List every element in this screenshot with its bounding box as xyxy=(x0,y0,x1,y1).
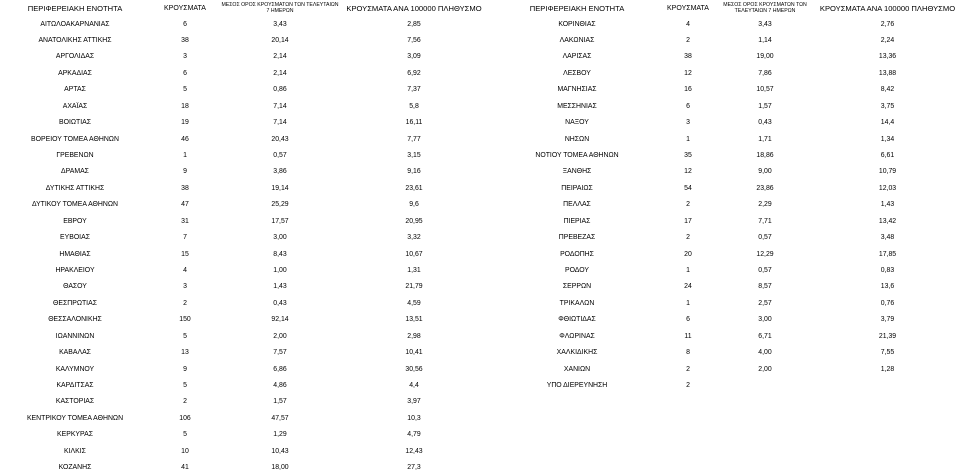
cell-cases: 9 xyxy=(183,168,187,176)
cell-per100k: 3,32 xyxy=(407,234,421,242)
cell-cases: 5 xyxy=(183,431,187,439)
cell-cases: 15 xyxy=(181,250,189,258)
cell-per100k: 2,85 xyxy=(407,20,421,28)
cell-avg7: 17,57 xyxy=(271,217,289,225)
table-row xyxy=(0,33,959,49)
cell-region: ΚΕΡΚΥΡΑΣ xyxy=(57,431,93,439)
cell-avg7: 2,14 xyxy=(273,53,287,61)
cell-region: ΚΕΝΤΡΙΚΟΥ ΤΟΜΕΑ ΑΘΗΝΩΝ xyxy=(26,414,124,422)
table-row xyxy=(0,82,959,98)
table-row xyxy=(0,49,959,65)
cell-region: ΠΕΛΛΑΣ xyxy=(563,201,591,209)
table-row xyxy=(0,66,959,82)
table-row xyxy=(0,17,959,33)
cell-region: ΔΡΑΜΑΣ xyxy=(61,168,89,176)
cell-cases: 5 xyxy=(183,382,187,389)
cell-region: ΠΙΕΡΙΑΣ xyxy=(563,217,591,225)
cell-avg7: 0,57 xyxy=(273,151,287,159)
cell-per100k: 13,6 xyxy=(880,283,895,291)
cell-region: ΕΥΒΟΙΑΣ xyxy=(60,234,90,242)
cell-avg7: 6,71 xyxy=(758,332,772,340)
header-avg7: ΜΕΣΟΣ ΟΡΟΣ ΚΡΟΥΣΜΑΤΩΝ ΤΩΝ ΤΕΛΕΥΤΑΙΩΝ 7 ΗΜΕΡΩΝ xyxy=(221,1,339,14)
cell-region: ΚΟΡΙΝΘΙΑΣ xyxy=(558,20,596,28)
cell-per100k: 9,16 xyxy=(407,168,421,176)
cell-region: ΚΑΛΥΜΝΟΥ xyxy=(55,365,95,373)
cell-per100k: 6,61 xyxy=(880,151,895,159)
table-row xyxy=(0,394,959,410)
table-row xyxy=(0,132,959,148)
table-row xyxy=(0,263,959,279)
cell-region: ΑΡΓΟΛΙΔΑΣ xyxy=(55,53,95,61)
cell-region: ΑΡΚΑΔΙΑΣ xyxy=(58,69,92,77)
cell-cases: 41 xyxy=(181,464,189,472)
cell-per100k: 1,34 xyxy=(880,135,895,143)
cell-avg7: 20,43 xyxy=(271,135,289,143)
cell-cases: 20 xyxy=(684,250,692,258)
cell-avg7: 2,00 xyxy=(273,332,287,340)
cell-avg7: 1,71 xyxy=(758,135,772,143)
header-avg7: ΜΕΣΟΣ ΟΡΟΣ ΚΡΟΥΣΜΑΤΩΝ ΤΩΝ ΤΕΛΕΥΤΑΙΩΝ 7 ΗΜΕΡΩΝ xyxy=(723,1,807,14)
cell-cases: 16 xyxy=(684,86,692,94)
cell-cases: 12 xyxy=(684,168,692,176)
cell-cases: 5 xyxy=(183,332,187,340)
cell-cases: 6 xyxy=(686,316,690,324)
cell-avg7: 12,29 xyxy=(756,250,774,258)
cell-cases: 3 xyxy=(183,283,187,291)
cell-per100k: 6,92 xyxy=(407,69,421,77)
cell-per100k: 3,79 xyxy=(880,316,895,324)
cell-avg7: 1,14 xyxy=(758,36,772,44)
table-row xyxy=(0,312,959,328)
cell-cases: 54 xyxy=(684,184,692,192)
cell-per100k: 7,56 xyxy=(407,36,421,44)
cell-region: ΚΑΣΤΟΡΙΑΣ xyxy=(55,398,95,406)
cell-per100k: 12,03 xyxy=(878,184,897,192)
cell-cases: 18 xyxy=(181,102,189,110)
cell-avg7: 3,86 xyxy=(273,168,287,176)
cell-region: ΡΟΔΟΥ xyxy=(564,266,589,274)
cell-per100k: 7,37 xyxy=(407,86,421,94)
cell-region: ΦΛΩΡΙΝΑΣ xyxy=(559,332,595,340)
cell-cases: 31 xyxy=(181,217,189,225)
cell-per100k: 13,36 xyxy=(878,53,897,61)
cell-region: ΥΠΟ ΔΙΕΡΕΥΝΗΣΗ xyxy=(546,382,608,389)
cell-region: ΑΝΑΤΟΛΙΚΗΣ ΑΤΤΙΚΗΣ xyxy=(38,36,112,44)
cell-avg7: 1,57 xyxy=(758,102,772,110)
cell-avg7: 19,14 xyxy=(271,184,289,192)
cell-cases: 35 xyxy=(684,151,692,159)
cell-cases: 47 xyxy=(181,201,189,209)
cell-cases: 12 xyxy=(684,69,692,77)
table-row xyxy=(0,247,959,263)
cell-cases: 13 xyxy=(181,349,189,357)
header-per100k: ΚΡΟΥΣΜΑΤΑ ΑΝΑ 100000 ΠΛΗΘΥΣΜΟ xyxy=(819,4,956,13)
cell-region: ΠΕΙΡΑΙΩΣ xyxy=(561,184,593,192)
cell-region: ΦΘΙΩΤΙΔΑΣ xyxy=(558,316,596,324)
table-row xyxy=(0,99,959,115)
cell-avg7: 2,29 xyxy=(758,201,772,209)
table-row xyxy=(0,279,959,295)
cell-avg7: 3,43 xyxy=(273,20,287,28)
cell-region: ΘΕΣΠΡΩΤΙΑΣ xyxy=(53,299,97,307)
cell-cases: 3 xyxy=(183,53,187,61)
cell-per100k: 30,56 xyxy=(405,365,423,373)
cell-avg7: 1,57 xyxy=(273,398,287,406)
cell-cases: 4 xyxy=(686,20,690,28)
cell-cases: 2 xyxy=(686,382,690,389)
cell-region: ΛΕΣΒΟΥ xyxy=(563,69,591,77)
cell-region: ΔΥΤΙΚΗΣ ΑΤΤΙΚΗΣ xyxy=(45,184,105,192)
cell-avg7: 2,00 xyxy=(758,365,772,373)
cell-per100k: 10,67 xyxy=(405,250,423,258)
cell-avg7: 3,00 xyxy=(758,316,772,324)
table-row xyxy=(0,197,959,213)
cell-avg7: 0,57 xyxy=(758,234,772,242)
cell-per100k: 1,28 xyxy=(880,365,895,373)
cell-per100k: 14,4 xyxy=(880,119,895,127)
cell-cases: 9 xyxy=(183,365,187,373)
cell-region: ΕΒΡΟΥ xyxy=(63,217,87,225)
table-row xyxy=(0,345,959,361)
cell-region: ΜΕΣΣΗΝΙΑΣ xyxy=(557,102,597,110)
table-row xyxy=(0,164,959,180)
cell-avg7: 2,57 xyxy=(758,299,772,307)
table-row xyxy=(0,214,959,230)
cell-per100k: 13,88 xyxy=(878,69,897,77)
cell-per100k: 5,8 xyxy=(409,102,419,110)
cell-avg7: 7,14 xyxy=(273,119,287,127)
cell-avg7: 7,71 xyxy=(758,217,772,225)
cell-avg7: 4,00 xyxy=(758,349,772,357)
cell-avg7 xyxy=(714,378,816,394)
cell-per100k: 17,85 xyxy=(878,250,897,258)
cell-per100k: 10,41 xyxy=(405,349,423,357)
cell-cases: 6 xyxy=(686,102,690,110)
table-row xyxy=(0,460,959,476)
cell-avg7: 18,86 xyxy=(756,151,774,159)
cell-region: ΣΕΡΡΩΝ xyxy=(562,283,592,291)
cell-per100k: 2,24 xyxy=(880,36,895,44)
cell-avg7: 20,14 xyxy=(271,36,289,44)
cell-cases: 38 xyxy=(684,53,692,61)
header-per100k: ΚΡΟΥΣΜΑΤΑ ΑΝΑ 100000 ΠΛΗΘΥΣΜΟ xyxy=(346,4,482,13)
cell-avg7: 0,43 xyxy=(758,119,772,127)
cell-region: ΝΗΣΩΝ xyxy=(564,135,590,143)
cell-per100k: 7,77 xyxy=(407,135,421,143)
cell-region: ΗΜΑΘΙΑΣ xyxy=(59,250,91,258)
cell-cases: 5 xyxy=(183,86,187,94)
table-row xyxy=(0,115,959,131)
cell-per100k: 2,98 xyxy=(407,332,421,340)
cell-region: ΡΟΔΟΠΗΣ xyxy=(560,250,594,258)
cell-region: ΑΙΤΩΛΟΑΚΑΡΝΑΝΙΑΣ xyxy=(40,20,110,28)
cell-region: ΞΑΝΘΗΣ xyxy=(562,168,592,176)
cell-avg7: 92,14 xyxy=(271,316,289,324)
cell-per100k: 27,3 xyxy=(407,464,421,472)
cell-cases: 2 xyxy=(183,299,187,307)
cell-cases: 2 xyxy=(686,234,690,242)
cell-region: ΑΡΤΑΣ xyxy=(64,86,86,94)
cell-per100k: 13,42 xyxy=(878,217,897,225)
cell-region: ΧΑΝΙΩΝ xyxy=(563,365,591,373)
cell-per100k: 21,79 xyxy=(405,283,423,291)
cell-region: ΤΡΙΚΑΛΩΝ xyxy=(559,299,595,307)
table-row xyxy=(0,230,959,246)
cell-per100k: 3,48 xyxy=(880,234,895,242)
cell-per100k: 2,76 xyxy=(880,20,895,28)
cell-avg7: 10,43 xyxy=(271,447,289,455)
cell-per100k: 23,61 xyxy=(405,184,423,192)
cell-avg7: 7,86 xyxy=(758,69,772,77)
cell-per100k: 7,55 xyxy=(880,349,895,357)
table-row xyxy=(0,329,959,345)
cell-avg7: 1,29 xyxy=(273,431,287,439)
cell-per100k: 10,79 xyxy=(878,168,897,176)
cell-avg7: 25,29 xyxy=(271,201,289,209)
cell-avg7: 8,43 xyxy=(273,250,287,258)
cell-cases: 10 xyxy=(181,447,189,455)
cell-cases: 2 xyxy=(686,365,690,373)
cell-cases: 7 xyxy=(183,234,187,242)
cell-cases: 46 xyxy=(181,135,189,143)
cell-avg7: 8,57 xyxy=(758,283,772,291)
cell-cases: 2 xyxy=(183,398,187,406)
cell-region: ΝΑΞΟΥ xyxy=(565,119,589,127)
cell-avg7: 18,00 xyxy=(271,464,289,472)
header-cases: ΚΡΟΥΣΜΑΤΑ xyxy=(164,5,206,12)
cell-per100k: 0,76 xyxy=(880,299,895,307)
cell-cases: 106 xyxy=(179,414,191,422)
cell-region: ΘΕΣΣΑΛΟΝΙΚΗΣ xyxy=(48,316,102,324)
cell-avg7: 10,57 xyxy=(756,86,774,94)
cell-cases: 8 xyxy=(686,349,690,357)
cell-per100k: 3,97 xyxy=(407,398,421,406)
cell-avg7: 0,43 xyxy=(273,299,287,307)
cell-cases: 150 xyxy=(179,316,191,324)
cell-cases: 17 xyxy=(684,217,692,225)
cell-cases: 2 xyxy=(686,36,690,44)
cell-cases: 2 xyxy=(686,201,690,209)
cell-region: ΚΑΒΑΛΑΣ xyxy=(59,349,91,357)
cell-region: ΧΑΛΚΙΔΙΚΗΣ xyxy=(556,349,598,357)
cell-region: ΒΟΡΕΙΟΥ ΤΟΜΕΑ ΑΘΗΝΩΝ xyxy=(31,135,119,143)
cell-region: ΗΡΑΚΛΕΙΟΥ xyxy=(55,266,95,274)
cell-per100k: 12,43 xyxy=(405,447,423,455)
cell-region: ΓΡΕΒΕΝΩΝ xyxy=(56,151,94,159)
cell-region: ΠΡΕΒΕΖΑΣ xyxy=(558,234,596,242)
table-row xyxy=(0,378,959,394)
cell-per100k: 3,09 xyxy=(407,53,421,61)
cell-per100k: 3,75 xyxy=(880,102,895,110)
cell-per100k: 4,4 xyxy=(409,382,419,389)
table-row xyxy=(0,296,959,312)
cell-avg7: 3,43 xyxy=(758,20,772,28)
cell-avg7: 1,00 xyxy=(273,266,287,274)
cell-cases: 6 xyxy=(183,69,187,77)
table-row xyxy=(0,181,959,197)
cell-per100k: 3,15 xyxy=(407,151,421,159)
cell-region: ΒΟΙΩΤΙΑΣ xyxy=(58,119,91,127)
cell-avg7: 0,86 xyxy=(273,86,287,94)
cell-cases: 4 xyxy=(183,266,187,274)
cell-avg7: 4,86 xyxy=(273,382,287,389)
cell-per100k: 4,79 xyxy=(407,431,421,439)
cell-region: ΚΟΖΑΝΗΣ xyxy=(58,464,92,472)
cell-cases: 11 xyxy=(684,332,692,340)
cell-region: ΜΑΓΝΗΣΙΑΣ xyxy=(557,86,597,94)
cell-per100k: 16,11 xyxy=(405,119,423,127)
cell-avg7: 2,14 xyxy=(273,69,287,77)
cell-per100k: 4,59 xyxy=(407,299,421,307)
cell-region: ΔΥΤΙΚΟΥ ΤΟΜΕΑ ΑΘΗΝΩΝ xyxy=(31,201,118,209)
cell-cases: 19 xyxy=(181,119,189,127)
cell-per100k: 20,95 xyxy=(405,217,423,225)
cell-cases: 38 xyxy=(181,184,189,192)
cell-region: ΛΑΚΩΝΙΑΣ xyxy=(559,36,595,44)
cell-region: ΝΟΤΙΟΥ ΤΟΜΕΑ ΑΘΗΝΩΝ xyxy=(535,151,619,159)
cell-per100k: 13,51 xyxy=(405,316,423,324)
header-region: ΠΕΡΙΦΕΡΕΙΑΚΗ ΕΝΟΤΗΤΑ xyxy=(27,4,123,13)
cell-per100k: 0,83 xyxy=(880,266,895,274)
table-row xyxy=(0,362,959,378)
cell-per100k: 1,43 xyxy=(880,201,895,209)
header-cases: ΚΡΟΥΣΜΑΤΑ xyxy=(667,5,709,12)
table-row xyxy=(0,427,959,443)
cell-region: ΙΩΑΝΝΙΝΩΝ xyxy=(55,332,95,340)
table-row xyxy=(0,444,959,460)
cell-region: ΚΙΛΚΙΣ xyxy=(64,447,86,455)
cell-cases: 1 xyxy=(686,266,690,274)
cell-region: ΛΑΡΙΣΑΣ xyxy=(562,53,592,61)
cell-cases: 1 xyxy=(686,135,690,143)
header-region: ΠΕΡΙΦΕΡΕΙΑΚΗ ΕΝΟΤΗΤΑ xyxy=(529,4,625,13)
cell-avg7: 23,86 xyxy=(756,184,774,192)
cell-cases: 24 xyxy=(684,283,692,291)
cell-avg7: 9,00 xyxy=(758,168,772,176)
cell-avg7: 7,14 xyxy=(273,102,287,110)
cell-per100k: 8,42 xyxy=(880,86,895,94)
cell-cases: 6 xyxy=(183,20,187,28)
cell-per100k: 21,39 xyxy=(878,332,897,340)
cell-avg7: 47,57 xyxy=(271,414,289,422)
cell-avg7: 1,43 xyxy=(273,283,287,291)
cell-avg7: 19,00 xyxy=(756,53,774,61)
cell-cases: 1 xyxy=(183,151,187,159)
table-row xyxy=(0,411,959,427)
cell-per100k: 9,6 xyxy=(409,201,419,209)
cell-avg7: 3,00 xyxy=(273,234,287,242)
cell-per100k: 10,3 xyxy=(407,414,421,422)
cell-cases: 3 xyxy=(686,119,690,127)
cell-region: ΘΑΣΟΥ xyxy=(63,283,87,291)
cell-region: ΑΧΑΪΑΣ xyxy=(62,102,88,110)
cell-cases: 1 xyxy=(686,299,690,307)
cell-cases: 38 xyxy=(181,36,189,44)
cell-avg7: 7,57 xyxy=(273,349,287,357)
cell-per100k xyxy=(816,378,959,394)
cell-per100k: 1,31 xyxy=(407,266,421,274)
table-row xyxy=(0,148,959,164)
cell-avg7: 6,86 xyxy=(273,365,287,373)
cell-region: ΚΑΡΔΙΤΣΑΣ xyxy=(56,382,94,389)
cell-avg7: 0,57 xyxy=(758,266,772,274)
